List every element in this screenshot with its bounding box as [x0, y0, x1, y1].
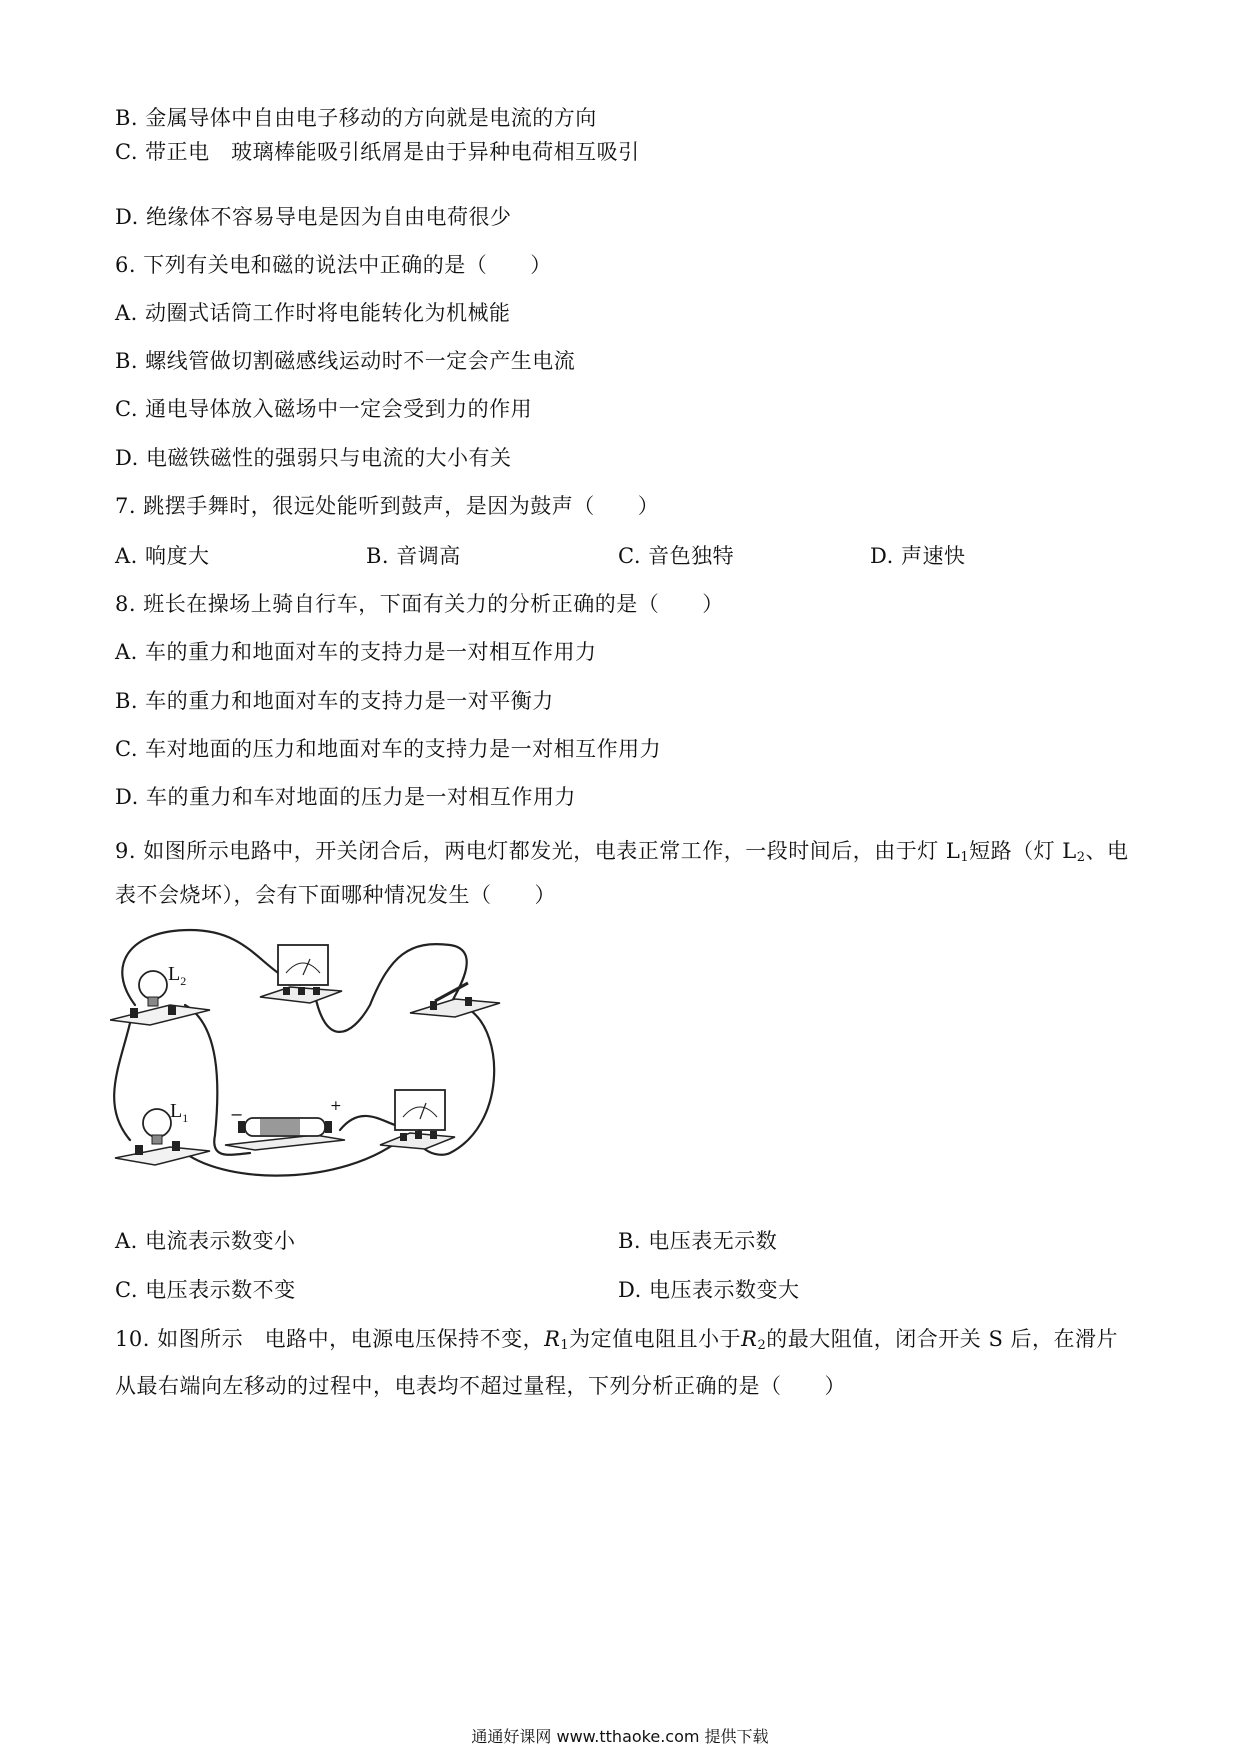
q5-option-b: B. 金属导体中自由电子移动的方向就是电流的方向: [115, 106, 597, 130]
q7-option-a: A. 响度大: [115, 544, 210, 568]
q6-option-a: A. 动圈式话筒工作时将电能转化为机械能: [115, 301, 511, 325]
q6-option-b: B. 螺线管做切割磁感线运动时不一定会产生电流: [115, 349, 576, 373]
q9-option-a: A. 电流表示数变小: [115, 1229, 296, 1253]
circuit-figure: [110, 925, 570, 1190]
q8-option-d: D. 车的重力和车对地面的压力是一对相互作用力: [115, 785, 576, 809]
ammeter: [260, 945, 342, 1003]
battery-plus: +: [330, 1098, 342, 1114]
battery-minus: −: [230, 1105, 244, 1124]
q7-option-b: B. 音调高: [366, 544, 461, 568]
footer-watermark: 通通好课网 www.tthaoke.com 提供下载: [471, 1727, 769, 1746]
q7-option-c: C. 音色独特: [618, 544, 735, 568]
q9-option-b: B. 电压表无示数: [618, 1229, 778, 1253]
wire: [418, 1010, 494, 1155]
q6-stem: 6. 下列有关电和磁的说法中正确的是（ ）: [115, 253, 552, 277]
q10-stem-line2: 从最右端向左移动的过程中，电表均不超过量程，下列分析正确的是（ ）: [115, 1374, 846, 1398]
lamp-l2-label: $L_2$: [168, 963, 187, 988]
q7-stem: 7. 跳摆手舞时，很远处能听到鼓声，是因为鼓声（ ）: [115, 494, 660, 518]
q9-option-d: D. 电压表示数变大: [618, 1278, 800, 1302]
q8-option-b: B. 车的重力和地面对车的支持力是一对平衡力: [115, 689, 554, 713]
wire: [114, 1023, 130, 1140]
lamp-l1-label: $L_1$: [170, 1100, 189, 1125]
q8-option-c: C. 车对地面的压力和地面对车的支持力是一对相互作用力: [115, 737, 662, 761]
lamp-l2: [110, 971, 210, 1025]
q6-option-c: C. 通电导体放入磁场中一定会受到力的作用: [115, 397, 533, 421]
q5-option-d: D. 绝缘体不容易导电是因为自由电荷很少: [115, 205, 512, 229]
q5-option-c: C. 带正电 玻璃棒能吸引纸屑是由于异种电荷相互吸引: [115, 140, 640, 164]
q9-stem-line1: 9. 如图所示电路中，开关闭合后，两电灯都发光，电表正常工作，一段时间后，由于灯 $L_1$短路（灯 $L_2$、电: [115, 839, 1129, 865]
voltmeter: [380, 1090, 455, 1149]
switch: [410, 983, 500, 1017]
q8-option-a: A. 车的重力和地面对车的支持力是一对相互作用力: [115, 640, 597, 664]
q6-option-d: D. 电磁铁磁性的强弱只与电流的大小有关: [115, 446, 512, 470]
q9-option-c: C. 电压表示数不变: [115, 1278, 296, 1302]
q9-stem-line2: 表不会烧坏），会有下面哪种情况发生（ ）: [115, 883, 556, 907]
wire: [340, 1116, 395, 1130]
q7-option-d: D. 声速快: [870, 544, 966, 568]
lamp-l1: [115, 1109, 210, 1165]
q10-stem-line1: 10. 如图所示 电路中，电源电压保持不变，$R_1$为定值电阻且小于$R_2$的最大阻值，闭合开关 S 后，在滑片: [115, 1327, 1119, 1353]
q8-stem: 8. 班长在操场上骑自行车，下面有关力的分析正确的是（ ）: [115, 592, 724, 616]
wire: [315, 944, 467, 1032]
